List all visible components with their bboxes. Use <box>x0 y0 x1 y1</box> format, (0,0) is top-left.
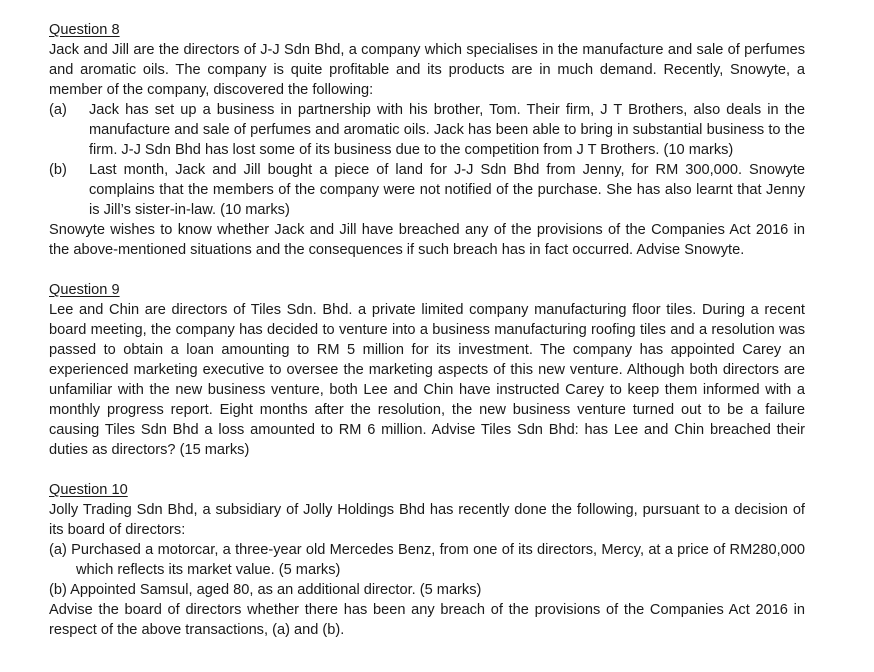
question-title: Question 8 <box>49 22 120 38</box>
item-text: Jack has set up a business in partnership with his brother, Tom. Their firm, J T Brothers, also deals in the manufacture and sale of perfumes and aromatic oils. Jack has been able to bring in substantial business to the firm. J-J Sdn Bhd has lost some of its business due to the competition from J T Brothers. (10 marks) <box>89 102 805 158</box>
list-item: (b) Appointed Samsul, aged 80, as an additional director. (5 marks) <box>49 582 482 598</box>
question-title: Question 10 <box>49 482 128 498</box>
question-body: Lee and Chin are directors of Tiles Sdn. Bhd. a private limited company manufacturing floor tiles. During a recent board meeting, the company has decided to venture into a business manufacturing roofing tiles and a resolution was passed to obtain a loan amounting to RM 5 million for its investment. The company has appointed Carey an experienced marketing executive to oversee the marketing aspects of this new venture. Although both directors are unfamiliar with the new business venture, both Lee and Chin have instructed Carey to keep them informed with a monthly progress report. Eight months after the resolution, the new business venture turned out to be a failure causing Tiles Sdn Bhd a loss amounted to RM 6 million. Advise Tiles Sdn Bhd: has Lee and Chin breached their duties as directors? (15 marks) <box>49 302 805 458</box>
question-intro: Jolly Trading Sdn Bhd, a subsidiary of Jolly Holdings Bhd has recently done the following, pursuant to a decision of its board of directors: <box>49 502 805 538</box>
question-outro: Advise the board of directors whether there has been any breach of the provisions of the Companies Act 2016 in respect of the above transactions, (a) and (b). <box>49 602 805 638</box>
item-text: Last month, Jack and Jill bought a piece of land for J-J Sdn Bhd from Jenny, for RM 300,000. Snowyte complains that the members of the company were not notified of the purchase. She has also learnt that Jenny is Jill’s sister-in-law. (10 marks) <box>89 162 805 218</box>
document-body <box>49 20 805 640</box>
item-label: (a) <box>49 102 67 118</box>
question-outro: Snowyte wishes to know whether Jack and Jill have breached any of the provisions of the Companies Act 2016 in the above-mentioned situations and the consequences if such breach has in fact occurred. Advise Snowyte. <box>49 222 805 258</box>
question-intro: Jack and Jill are the directors of J-J Sdn Bhd, a company which specialises in the manufacture and sale of perfumes and aromatic oils. The company is quite profitable and its products are in much demand. Recently, Snowyte, a member of the company, discovered the following: <box>49 42 805 98</box>
list-item: (a) Purchased a motorcar, a three-year old Mercedes Benz, from one of its directors, Mercy, at a price of RM280,000 which reflects its market value. (5 marks) <box>49 542 805 578</box>
question-9 <box>49 280 805 460</box>
question-title: Question 9 <box>49 282 120 298</box>
list-item <box>49 160 805 220</box>
item-label: (b) <box>49 162 67 178</box>
list-item <box>49 100 805 160</box>
question-8 <box>49 20 805 260</box>
question-10 <box>49 480 805 640</box>
